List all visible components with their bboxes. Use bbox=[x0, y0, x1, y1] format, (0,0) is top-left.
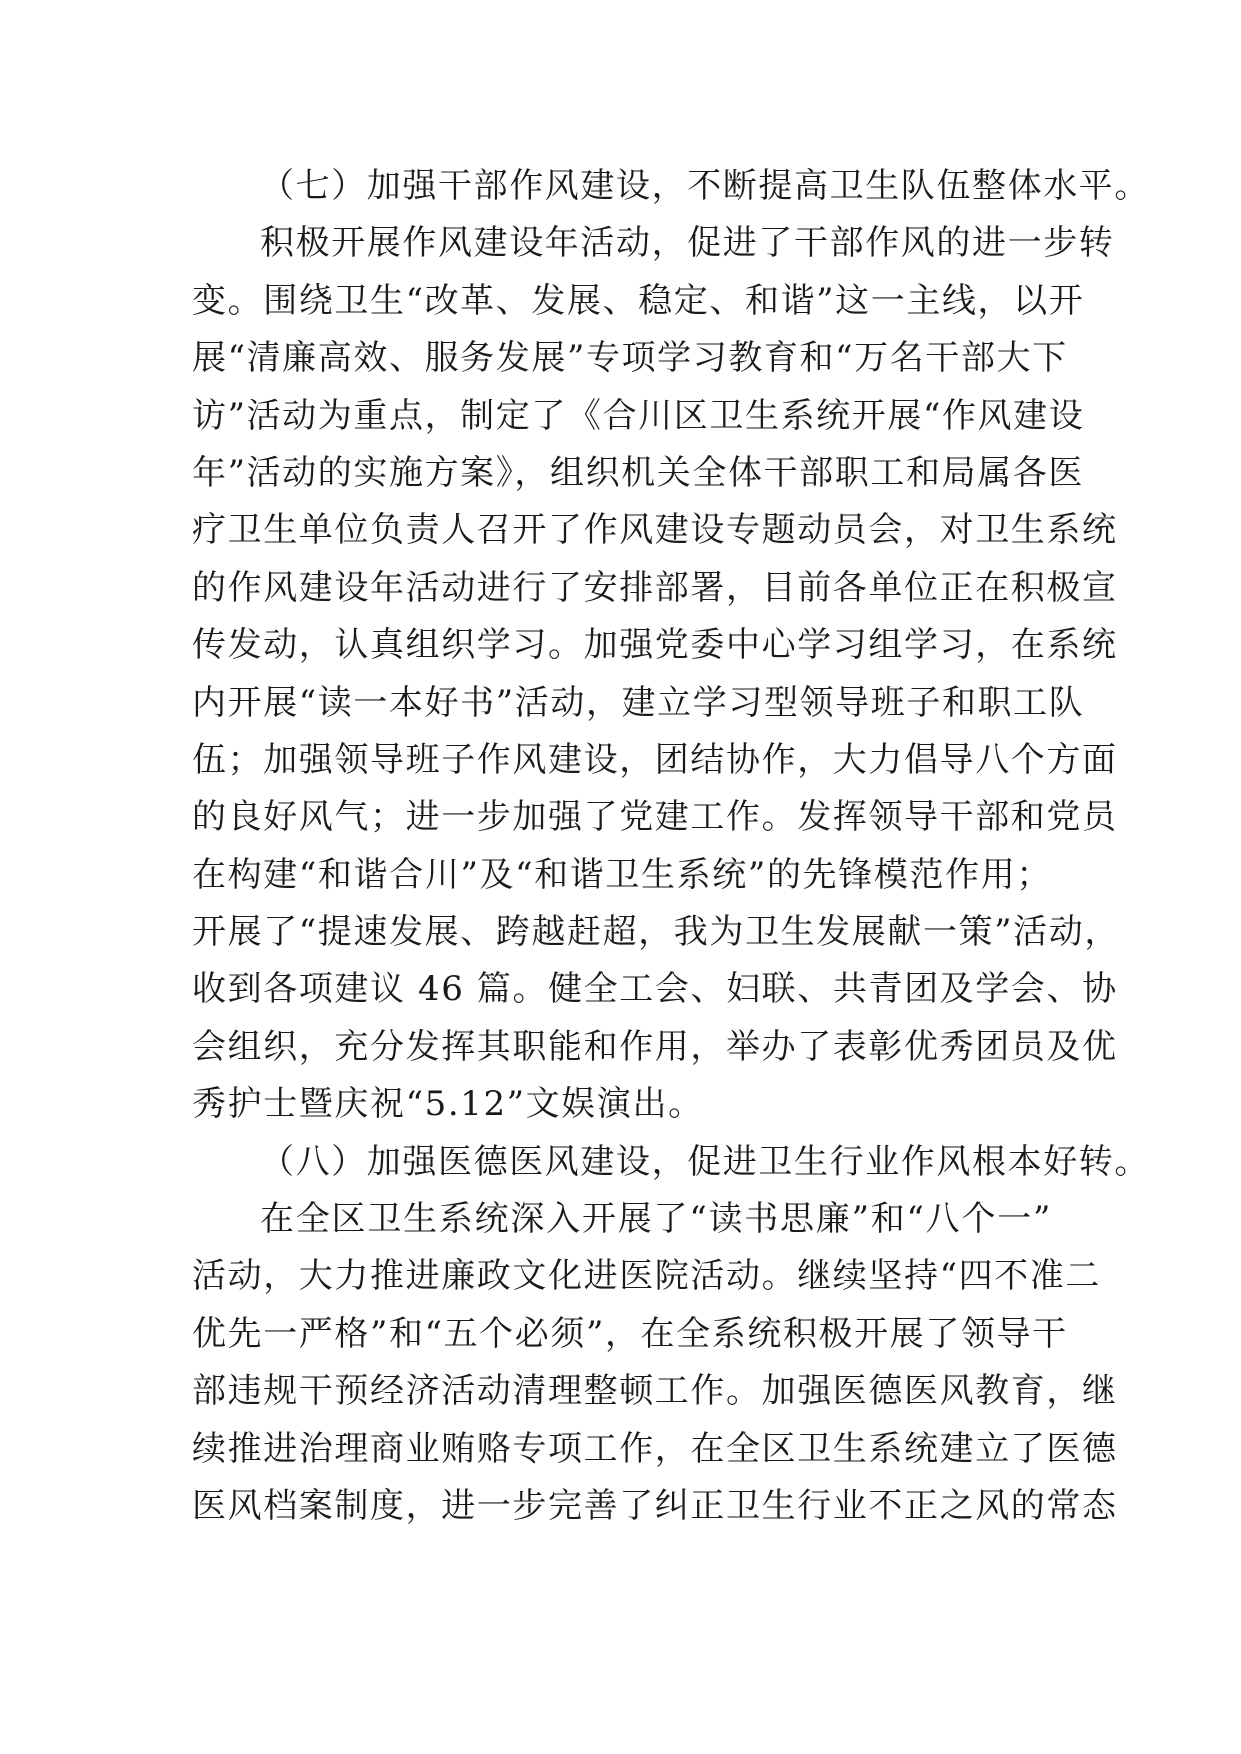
paragraph-line: 的作风建设年活动进行了安排部署，目前各单位正在积极宣 bbox=[192, 567, 1118, 608]
document-body bbox=[192, 158, 1150, 1535]
section-heading-7: （七）加强干部作风建设，不断提高卫生队伍整体水平。 bbox=[260, 166, 1150, 206]
paragraph-line: 的良好风气；进一步加强了党建工作。发挥领导干部和党员 bbox=[192, 797, 1118, 838]
paragraph-line: 会组织，充分发挥其职能和作用，举办了表彰优秀团员及优 bbox=[192, 1026, 1118, 1067]
paragraph-line: 在构建“和谐合川”及“和谐卫生系统”的先锋模范作用； bbox=[192, 854, 1052, 895]
paragraph-line: 内开展“读一本好书”活动，建立学习型领导班子和职工队 bbox=[192, 682, 1085, 723]
paragraph-line: 访”活动为重点，制定了《合川区卫生系统开展“作风建设 bbox=[192, 395, 1085, 436]
paragraph-line: 续推进治理商业贿赂专项工作，在全区卫生系统建立了医德 bbox=[192, 1428, 1118, 1469]
paragraph-line: 优先一严格”和“五个必须”，在全系统积极开展了领导干 bbox=[192, 1313, 1068, 1354]
paragraph-line: 收到各项建议 46 篇。健全工会、妇联、共青团及学会、协 bbox=[192, 969, 1118, 1010]
paragraph-line: 活动，大力推进廉政文化进医院活动。继续坚持“四不准二 bbox=[192, 1256, 1101, 1297]
paragraph-line: 秀护士暨庆祝“5.12”文娱演出。 bbox=[192, 1084, 704, 1125]
paragraph-line: 伍；加强领导班子作风建设，团结协作，大力倡导八个方面 bbox=[192, 739, 1118, 780]
paragraph-line: 开展了“提速发展、跨越赶超，我为卫生发展献一策”活动， bbox=[192, 912, 1120, 953]
paragraph-line: 医风档案制度，进一步完善了纠正卫生行业不正之风的常态 bbox=[192, 1485, 1118, 1526]
paragraph-line: 部违规干预经济活动清理整顿工作。加强医德医风教育，继 bbox=[192, 1371, 1118, 1412]
paragraph-line: 疗卫生单位负责人召开了作风建设专题动员会，对卫生系统 bbox=[192, 510, 1118, 551]
paragraph-line: 传发动，认真组织学习。加强党委中心学习组学习，在系统 bbox=[192, 625, 1118, 666]
paragraph-line: 展“清廉高效、服务发展”专项学习教育和“万名干部大下 bbox=[192, 338, 1068, 379]
paragraph-line: 积极开展作风建设年活动，促进了干部作风的进一步转 bbox=[260, 223, 1115, 264]
paragraph-line: 在全区卫生系统深入开展了“读书思廉”和“八个一” bbox=[260, 1199, 1052, 1240]
paragraph-line: 变。围绕卫生“改革、发展、稳定、和谐”这一主线，以开 bbox=[192, 280, 1085, 321]
paragraph-line: 年”活动的实施方案》，组织机关全体干部职工和局属各医 bbox=[192, 452, 1084, 493]
section-heading-8: （八）加强医德医风建设，促进卫生行业作风根本好转。 bbox=[260, 1141, 1150, 1182]
